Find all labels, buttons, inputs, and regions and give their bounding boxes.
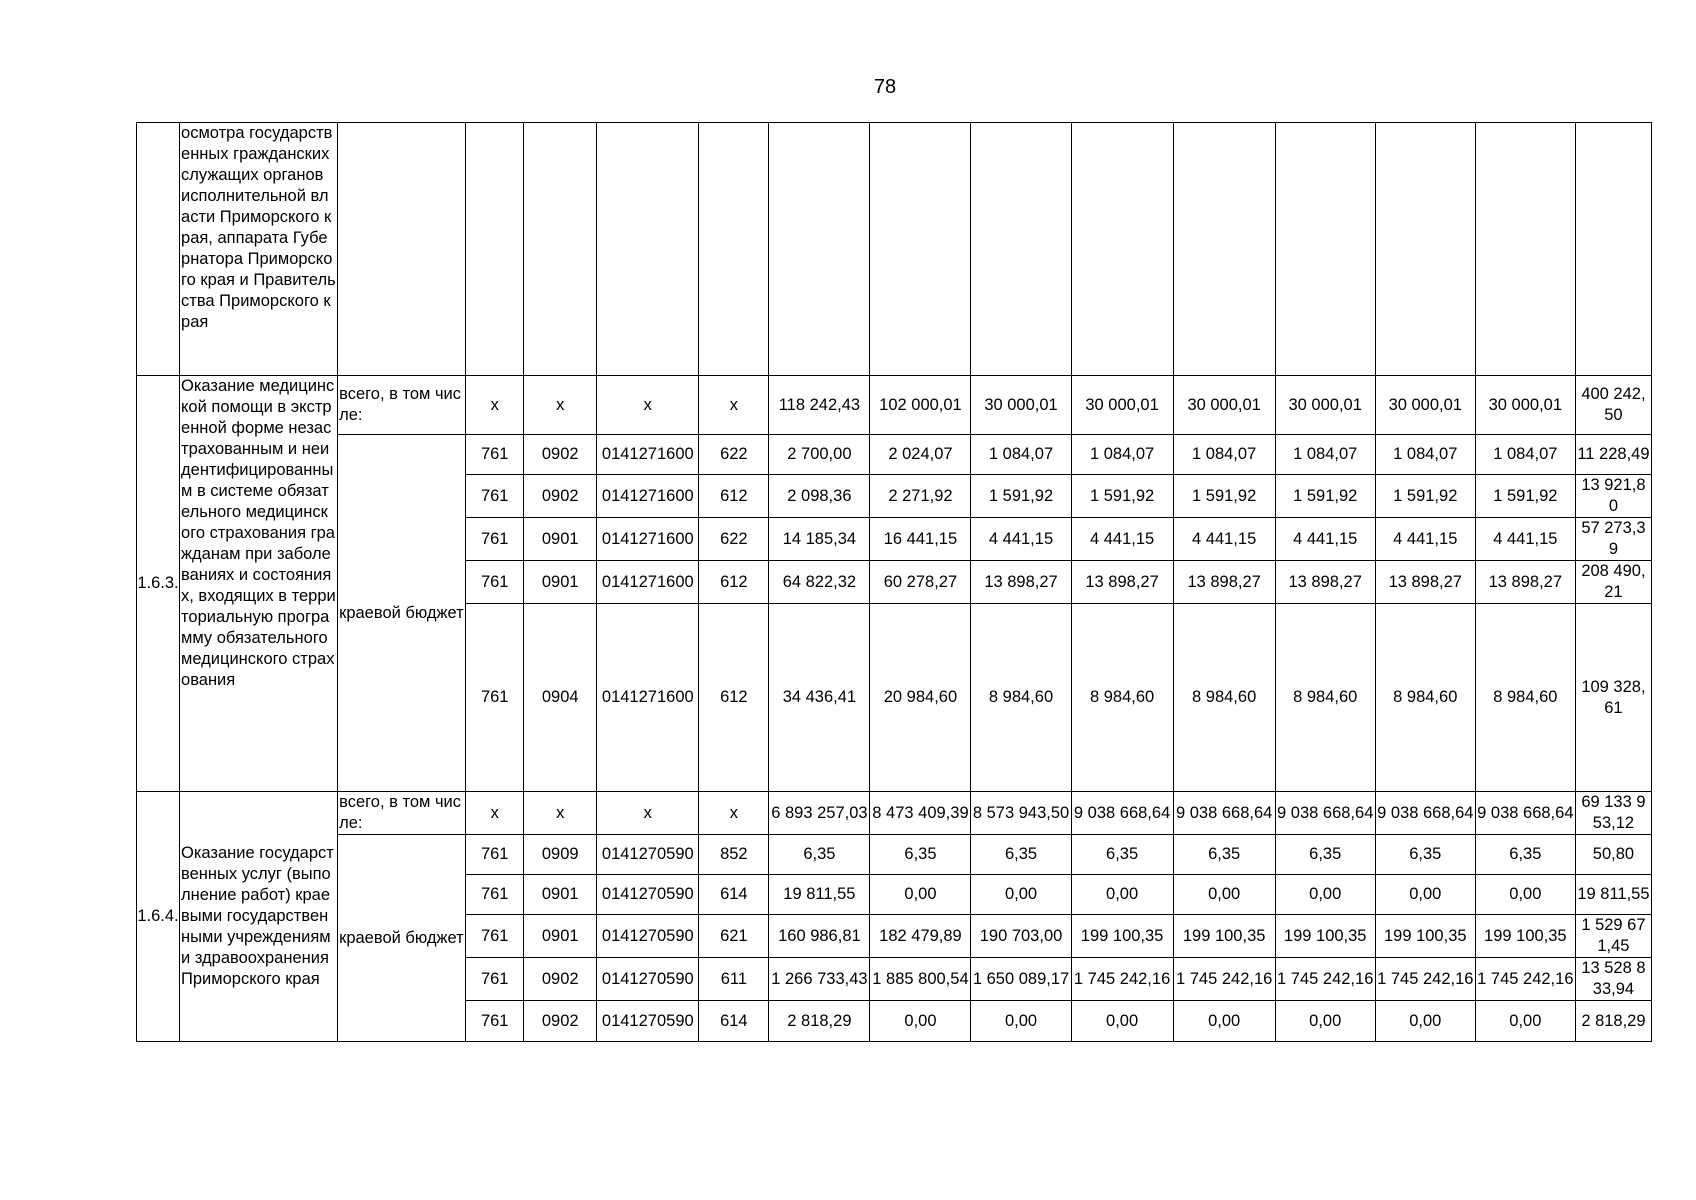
amount-cell: 0,00: [1173, 1001, 1275, 1042]
target-code-cell: 0141271600: [597, 518, 699, 561]
gr-code-cell: 761: [466, 1001, 524, 1042]
description-cell: Оказание государственных услуг (выполнение работ) краевыми государственными учреждениями здравоохранения Приморского края: [180, 792, 338, 1042]
amount-cell: 1 084,07: [1071, 435, 1173, 475]
table-cell: [524, 123, 597, 376]
amount-cell: 400 242,50: [1575, 376, 1651, 435]
expense-type-cell: 852: [699, 835, 769, 875]
amount-cell: 0,00: [971, 875, 1071, 915]
amount-cell: 8 984,60: [1475, 604, 1575, 792]
gr-code-cell: 761: [466, 835, 524, 875]
amount-cell: 190 703,00: [971, 915, 1071, 958]
amount-cell: 1 745 242,16: [1173, 958, 1275, 1001]
gr-code-cell: x: [466, 376, 524, 435]
amount-cell: 102 000,01: [870, 376, 971, 435]
amount-cell: 19 811,55: [769, 875, 870, 915]
table-row: [137, 123, 1652, 376]
gr-code-cell: 761: [466, 475, 524, 518]
amount-cell: 2 098,36: [769, 475, 870, 518]
table-cell: [597, 123, 699, 376]
amount-cell: 4 441,15: [971, 518, 1071, 561]
amount-cell: 8 473 409,39: [870, 792, 971, 835]
amount-cell: 60 278,27: [870, 561, 971, 604]
target-code-cell: 0141271600: [597, 561, 699, 604]
amount-cell: 8 984,60: [1275, 604, 1375, 792]
amount-cell: 109 328,61: [1575, 604, 1651, 792]
amount-cell: 199 100,35: [1173, 915, 1275, 958]
amount-cell: 199 100,35: [1375, 915, 1475, 958]
section-code-cell: 0901: [524, 875, 597, 915]
amount-cell: 8 984,60: [1375, 604, 1475, 792]
amount-cell: 2 818,29: [1575, 1001, 1651, 1042]
amount-cell: 6,35: [1375, 835, 1475, 875]
section-code-cell: 0902: [524, 435, 597, 475]
amount-cell: 1 591,92: [1173, 475, 1275, 518]
table-cell: [466, 123, 524, 376]
section-code-cell: x: [524, 792, 597, 835]
expense-type-cell: 622: [699, 518, 769, 561]
table-cell: [971, 123, 1071, 376]
amount-cell: 6,35: [870, 835, 971, 875]
expense-type-cell: 614: [699, 875, 769, 915]
section-code-cell: 0902: [524, 475, 597, 518]
gr-code-cell: 761: [466, 875, 524, 915]
amount-cell: 34 436,41: [769, 604, 870, 792]
amount-cell: 6 893 257,03: [769, 792, 870, 835]
amount-cell: 9 038 668,64: [1475, 792, 1575, 835]
amount-cell: 199 100,35: [1071, 915, 1173, 958]
funding-source-cell: краевой бюджет: [338, 435, 466, 792]
amount-cell: 6,35: [1071, 835, 1173, 875]
amount-cell: 20 984,60: [870, 604, 971, 792]
amount-cell: 30 000,01: [1275, 376, 1375, 435]
section-number-cell: [137, 123, 180, 376]
amount-cell: 0,00: [1275, 1001, 1375, 1042]
section-code-cell: 0909: [524, 835, 597, 875]
table-cell: [1071, 123, 1173, 376]
gr-code-cell: 761: [466, 604, 524, 792]
section-total-row: [137, 792, 1652, 835]
amount-cell: 0,00: [1275, 875, 1375, 915]
amount-cell: 160 986,81: [769, 915, 870, 958]
amount-cell: 13 898,27: [1375, 561, 1475, 604]
amount-cell: 30 000,01: [1475, 376, 1575, 435]
gr-code-cell: 761: [466, 915, 524, 958]
page-number: 78: [873, 76, 897, 98]
expense-type-cell: 612: [699, 604, 769, 792]
amount-cell: 13 921,80: [1575, 475, 1651, 518]
amount-cell: 9 038 668,64: [1071, 792, 1173, 835]
amount-cell: 9 038 668,64: [1173, 792, 1275, 835]
section-code-cell: 0901: [524, 518, 597, 561]
amount-cell: 1 529 671,45: [1575, 915, 1651, 958]
budget-table: [136, 122, 1652, 1042]
section-code-cell: 0904: [524, 604, 597, 792]
amount-cell: 13 898,27: [1275, 561, 1375, 604]
amount-cell: 13 898,27: [1071, 561, 1173, 604]
gr-code-cell: x: [466, 792, 524, 835]
amount-cell: 0,00: [1375, 875, 1475, 915]
amount-cell: 2 024,07: [870, 435, 971, 475]
amount-cell: 1 885 800,54: [870, 958, 971, 1001]
amount-cell: 6,35: [769, 835, 870, 875]
funding-source-cell: краевой бюджет: [338, 835, 466, 1042]
amount-cell: 1 591,92: [1475, 475, 1575, 518]
expense-type-cell: 621: [699, 915, 769, 958]
expense-type-cell: 612: [699, 561, 769, 604]
section-code-cell: 0902: [524, 1001, 597, 1042]
amount-cell: 30 000,01: [1071, 376, 1173, 435]
amount-cell: 16 441,15: [870, 518, 971, 561]
amount-cell: 30 000,01: [971, 376, 1071, 435]
amount-cell: 69 133 953,12: [1575, 792, 1651, 835]
amount-cell: 1 084,07: [1173, 435, 1275, 475]
amount-cell: 30 000,01: [1375, 376, 1475, 435]
amount-cell: 0,00: [1475, 1001, 1575, 1042]
gr-code-cell: 761: [466, 958, 524, 1001]
amount-cell: 14 185,34: [769, 518, 870, 561]
amount-cell: 0,00: [1071, 1001, 1173, 1042]
table-cell: [699, 123, 769, 376]
amount-cell: 30 000,01: [1173, 376, 1275, 435]
amount-cell: 6,35: [1275, 835, 1375, 875]
expense-type-cell: 611: [699, 958, 769, 1001]
amount-cell: 1 745 242,16: [1275, 958, 1375, 1001]
amount-cell: 0,00: [1375, 1001, 1475, 1042]
amount-cell: 13 898,27: [1475, 561, 1575, 604]
amount-cell: 2 700,00: [769, 435, 870, 475]
expense-type-cell: 622: [699, 435, 769, 475]
table-cell: [1375, 123, 1475, 376]
amount-cell: 19 811,55: [1575, 875, 1651, 915]
amount-cell: 118 242,43: [769, 376, 870, 435]
expense-type-cell: x: [699, 376, 769, 435]
gr-code-cell: 761: [466, 435, 524, 475]
amount-cell: 0,00: [1071, 875, 1173, 915]
amount-cell: 2 271,92: [870, 475, 971, 518]
amount-cell: 4 441,15: [1173, 518, 1275, 561]
amount-cell: 0,00: [870, 875, 971, 915]
amount-cell: 1 084,07: [1275, 435, 1375, 475]
description-cell: осмотра государственных гражданских служащих органов исполнительной власти Приморского края, аппарата Губернатора Приморского края и Правительства Приморского края: [180, 123, 338, 376]
amount-cell: 2 818,29: [769, 1001, 870, 1042]
amount-cell: 1 266 733,43: [769, 958, 870, 1001]
expense-type-cell: 612: [699, 475, 769, 518]
amount-cell: 9 038 668,64: [1275, 792, 1375, 835]
amount-cell: 0,00: [971, 1001, 1071, 1042]
table-row: [137, 835, 1652, 875]
expense-type-cell: 614: [699, 1001, 769, 1042]
amount-cell: 199 100,35: [1475, 915, 1575, 958]
amount-cell: 1 084,07: [1375, 435, 1475, 475]
amount-cell: 4 441,15: [1475, 518, 1575, 561]
amount-cell: 8 984,60: [1071, 604, 1173, 792]
target-code-cell: 0141270590: [597, 875, 699, 915]
amount-cell: 0,00: [1173, 875, 1275, 915]
target-code-cell: 0141270590: [597, 835, 699, 875]
amount-cell: 1 591,92: [1275, 475, 1375, 518]
target-code-cell: 0141271600: [597, 604, 699, 792]
amount-cell: 8 984,60: [971, 604, 1071, 792]
amount-cell: 1 650 089,17: [971, 958, 1071, 1001]
expense-type-cell: x: [699, 792, 769, 835]
amount-cell: 0,00: [1475, 875, 1575, 915]
amount-cell: 8 573 943,50: [971, 792, 1071, 835]
target-code-cell: 0141270590: [597, 1001, 699, 1042]
amount-cell: 6,35: [1173, 835, 1275, 875]
table-cell: [338, 123, 466, 376]
section-total-row: [137, 376, 1652, 435]
amount-cell: 13 898,27: [971, 561, 1071, 604]
gr-code-cell: 761: [466, 518, 524, 561]
amount-cell: 182 479,89: [870, 915, 971, 958]
amount-cell: 199 100,35: [1275, 915, 1375, 958]
amount-cell: 1 745 242,16: [1071, 958, 1173, 1001]
amount-cell: 4 441,15: [1071, 518, 1173, 561]
amount-cell: 1 084,07: [971, 435, 1071, 475]
section-code-cell: x: [524, 376, 597, 435]
section-number-cell: 1.6.4.: [137, 792, 180, 1042]
table-cell: [769, 123, 870, 376]
amount-cell: 13 898,27: [1173, 561, 1275, 604]
amount-cell: 208 490,21: [1575, 561, 1651, 604]
gr-code-cell: 761: [466, 561, 524, 604]
table-cell: [1173, 123, 1275, 376]
funding-source-cell: всего, в том числе:: [338, 792, 466, 835]
section-code-cell: 0901: [524, 915, 597, 958]
amount-cell: 9 038 668,64: [1375, 792, 1475, 835]
amount-cell: 1 591,92: [971, 475, 1071, 518]
description-cell: Оказание медицинской помощи в экстренной форме незастрахованным и неидентифицированным в системе обязательного медицинского страхования гражданам при заболеваниях и состояниях, входящих в территориальную программу обязательного медицинского страхования: [180, 376, 338, 792]
target-code-cell: x: [597, 376, 699, 435]
amount-cell: 64 822,32: [769, 561, 870, 604]
funding-source-cell: всего, в том числе:: [338, 376, 466, 435]
amount-cell: 8 984,60: [1173, 604, 1275, 792]
target-code-cell: 0141270590: [597, 958, 699, 1001]
amount-cell: 1 745 242,16: [1475, 958, 1575, 1001]
table-cell: [1475, 123, 1575, 376]
amount-cell: 4 441,15: [1275, 518, 1375, 561]
section-number-cell: 1.6.3.: [137, 376, 180, 792]
amount-cell: 50,80: [1575, 835, 1651, 875]
table-cell: [870, 123, 971, 376]
amount-cell: 1 745 242,16: [1375, 958, 1475, 1001]
table-row: [137, 435, 1652, 475]
section-code-cell: 0901: [524, 561, 597, 604]
target-code-cell: 0141271600: [597, 475, 699, 518]
amount-cell: 13 528 833,94: [1575, 958, 1651, 1001]
target-code-cell: x: [597, 792, 699, 835]
table-cell: [1575, 123, 1651, 376]
target-code-cell: 0141271600: [597, 435, 699, 475]
amount-cell: 11 228,49: [1575, 435, 1651, 475]
target-code-cell: 0141270590: [597, 915, 699, 958]
amount-cell: 1 591,92: [1071, 475, 1173, 518]
amount-cell: 1 084,07: [1475, 435, 1575, 475]
section-code-cell: 0902: [524, 958, 597, 1001]
amount-cell: 4 441,15: [1375, 518, 1475, 561]
amount-cell: 1 591,92: [1375, 475, 1475, 518]
table-cell: [1275, 123, 1375, 376]
amount-cell: 6,35: [1475, 835, 1575, 875]
amount-cell: 0,00: [870, 1001, 971, 1042]
amount-cell: 57 273,39: [1575, 518, 1651, 561]
amount-cell: 6,35: [971, 835, 1071, 875]
